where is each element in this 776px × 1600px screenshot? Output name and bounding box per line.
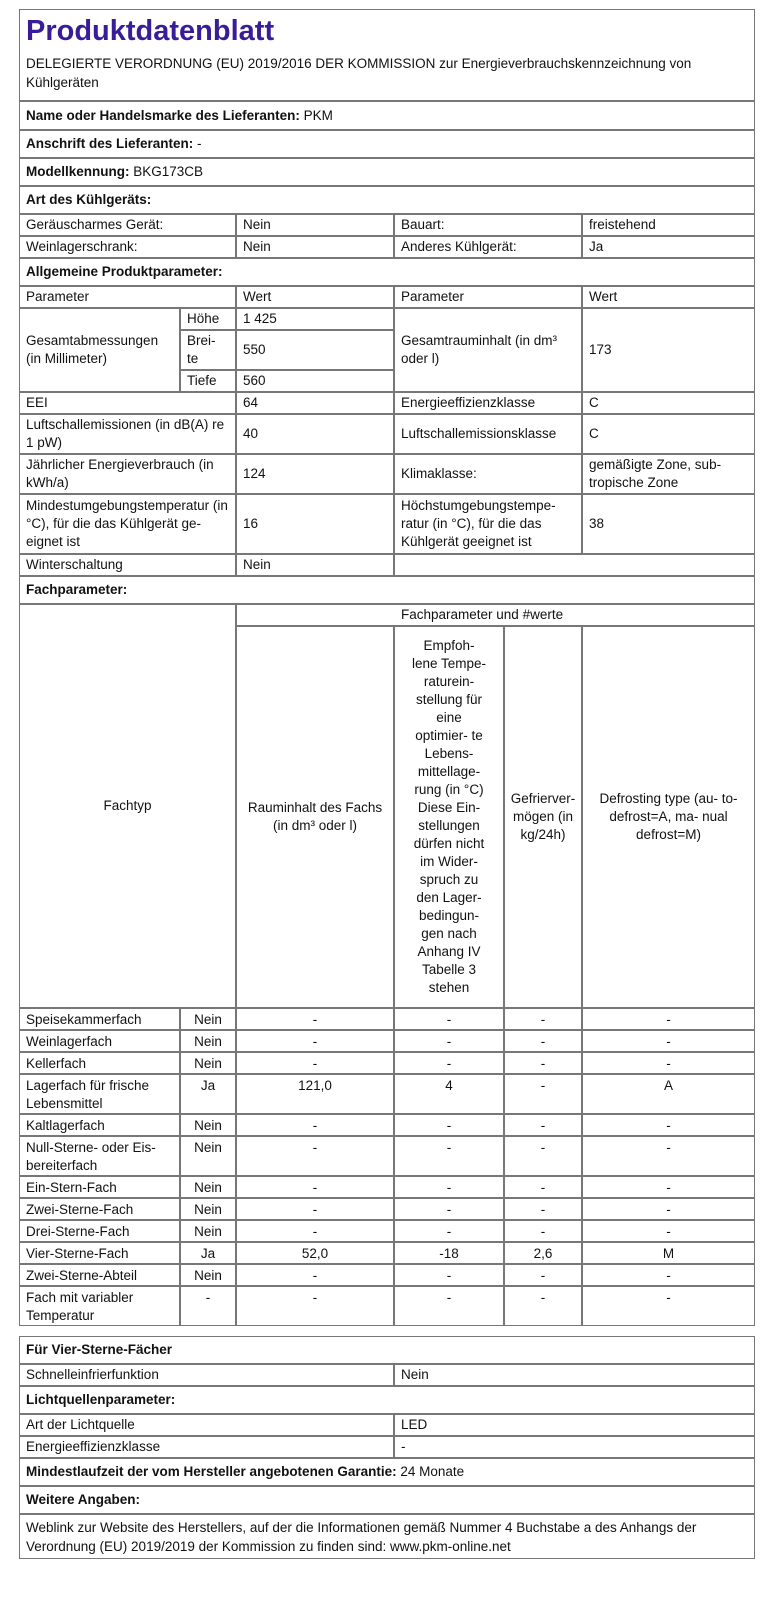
model-row-label: Modellkennung: — [26, 164, 130, 179]
quick-freeze-value — [394, 1364, 755, 1386]
general-header-param — [19, 286, 236, 308]
compartment-present-text: Nein — [194, 1140, 222, 1155]
compartment-volume — [236, 1136, 394, 1176]
compartment-temp-text: 4 — [445, 1078, 453, 1093]
compartment-type — [19, 1220, 180, 1242]
winter-label — [19, 554, 236, 576]
type-value-b-text: freistehend — [589, 217, 656, 232]
compartment-temp-text: - — [446, 1012, 452, 1027]
compartment-freeze-text: - — [540, 1078, 546, 1093]
compartment-type — [19, 1176, 180, 1198]
address-row — [19, 130, 755, 158]
compartment-freeze — [504, 1286, 582, 1326]
compartment-defrost-text: - — [666, 1180, 671, 1195]
col-group-header — [236, 604, 755, 626]
compartment-type-text: Weinlagerfach — [26, 1034, 113, 1049]
general-param-value — [582, 392, 755, 414]
compartment-type-text: Fach mit variabler Temperatur — [26, 1290, 134, 1323]
compartment-present-text: Nein — [194, 1224, 222, 1239]
warranty-row-value: 24 Monate — [400, 1464, 465, 1479]
general-param-label-text: Jährlicher Energieverbrauch (in kWh/a) — [26, 457, 214, 490]
compartment-volume-text: 52,0 — [301, 1246, 329, 1261]
col-defrost-header — [582, 626, 755, 1008]
compartment-freeze — [504, 1220, 582, 1242]
light-class-value — [394, 1436, 755, 1458]
general-param-value-text: 64 — [243, 395, 259, 410]
address-row-label: Anschrift des Lieferanten: — [26, 136, 194, 151]
compartment-type-text: Zwei-Sterne-Fach — [26, 1202, 134, 1217]
type-label-b — [394, 214, 582, 236]
compartment-temp-text: - — [446, 1268, 452, 1283]
compartment-freeze-text: 2,6 — [533, 1246, 553, 1261]
type-label-a-text: Geräuscharmes Gerät: — [26, 217, 164, 232]
compartment-type — [19, 1030, 180, 1052]
type-heading-text: Art des Kühlgeräts: — [26, 192, 152, 207]
compartment-present-text: Nein — [194, 1012, 222, 1027]
light-heading-text: Lichtquellenparameter: — [26, 1392, 176, 1407]
compartment-present — [180, 1030, 236, 1052]
general-param-label — [19, 454, 236, 494]
four-star-heading — [19, 1336, 755, 1364]
compartment-temp-text: - — [446, 1140, 452, 1155]
compartment-defrost-text: - — [666, 1140, 671, 1155]
compartment-present-text: - — [205, 1290, 211, 1305]
width-label — [180, 330, 236, 370]
general-param-value-text: 38 — [589, 516, 605, 531]
compartment-volume-text: - — [312, 1118, 318, 1133]
compartment-present — [180, 1074, 236, 1114]
compartment-temp — [394, 1114, 504, 1136]
compartment-defrost — [582, 1220, 755, 1242]
height-value — [236, 308, 394, 330]
general-param-label-text: Luftschallemissionen (in dB(A) re 1 pW) — [26, 417, 225, 450]
compartment-temp — [394, 1176, 504, 1198]
header-block — [19, 9, 755, 101]
compartment-defrost-text: - — [666, 1034, 671, 1049]
col-freeze-header — [504, 626, 582, 1008]
general-param-value-text: C — [589, 426, 599, 441]
compartment-temp — [394, 1264, 504, 1286]
model-row-value: BKG173CB — [133, 164, 204, 179]
regulation-text: DELEGIERTE VERORDNUNG (EU) 2019/2016 DER KOMMISSION zur Energieverbrauchskennzeichnung von Kühlgeräten — [26, 56, 692, 90]
general-param-label-text: Höchstumgebungstempe- ratur (in °C), für die das Kühlgerät geeignet ist — [401, 498, 556, 549]
compartment-defrost-text: - — [666, 1118, 671, 1133]
type-label-a-text: Weinlagerschrank: — [26, 239, 138, 254]
compartment-temp — [394, 1074, 504, 1114]
general-param-value-text: 40 — [243, 426, 259, 441]
compartment-type-text: Kaltlagerfach — [26, 1118, 105, 1133]
compartment-temp-text: - — [446, 1224, 452, 1239]
compartment-volume — [236, 1074, 394, 1114]
compartment-volume-text: 121,0 — [298, 1078, 332, 1093]
col-type-header-text: Fachtyp — [103, 798, 152, 813]
compartment-temp — [394, 1136, 504, 1176]
volume-label — [394, 308, 582, 392]
general-param-value — [582, 454, 755, 494]
compartment-type — [19, 1286, 180, 1326]
compartment-present — [180, 1220, 236, 1242]
compartment-defrost-text: - — [666, 1290, 671, 1305]
compartment-present — [180, 1114, 236, 1136]
compartment-freeze — [504, 1114, 582, 1136]
compartment-freeze-text: - — [540, 1290, 546, 1305]
type-value-b-text: Ja — [589, 239, 604, 254]
col-type-header — [19, 604, 236, 1008]
type-value-a-text: Nein — [243, 239, 271, 254]
compartment-volume-text: - — [312, 1012, 318, 1027]
compartment-type — [19, 1052, 180, 1074]
light-type-label-text: Art der Lichtquelle — [26, 1417, 135, 1432]
compartment-defrost-text: - — [666, 1056, 671, 1071]
volume-value-text: 173 — [589, 342, 612, 357]
general-param-value-text: C — [589, 395, 599, 410]
compartment-present — [180, 1264, 236, 1286]
page-title: Produktdatenblatt — [26, 15, 275, 47]
compartment-freeze — [504, 1136, 582, 1176]
volume-value — [582, 308, 755, 392]
compartment-type — [19, 1008, 180, 1030]
general-param-label — [394, 494, 582, 554]
light-type-label — [19, 1414, 394, 1436]
supplier-row-label: Name oder Handelsmarke des Lieferanten: — [26, 107, 300, 123]
width-label-text: Brei- te — [187, 333, 216, 366]
warranty-row — [19, 1458, 755, 1486]
height-label — [180, 308, 236, 330]
winter-value-text: Nein — [243, 557, 271, 572]
type-label-b-text: Bauart: — [401, 217, 445, 232]
compartment-present — [180, 1198, 236, 1220]
depth-value-text: 560 — [243, 373, 266, 388]
col-temp-header-text: Empfoh- lene Tempe- raturein- stellung für eine optimier- te Lebens- mittellage- rung (in °C) Diese Ein- stellungen dürfen nicht im Wider- spruch zu den Lager- bedingun- gen nach Anhang IV Tabelle 3 stehen — [411, 638, 487, 995]
warranty-row-label: Mindestlaufzeit der vom Hersteller angebotenen Garantie: — [26, 1464, 397, 1479]
general-param-label — [394, 414, 582, 454]
general-param-label-text: EEI — [26, 395, 48, 410]
compartment-type — [19, 1198, 180, 1220]
weblink-url[interactable]: www.pkm-online.net — [389, 1538, 511, 1554]
depth-label-text: Tiefe — [187, 373, 217, 388]
compartment-freeze-text: - — [540, 1268, 546, 1283]
compartment-volume — [236, 1286, 394, 1326]
general-header-param — [394, 286, 582, 308]
supplier-row-value: PKM — [303, 107, 333, 123]
compartment-present-text: Nein — [194, 1118, 222, 1133]
compartment-temp-text: - — [446, 1202, 452, 1217]
general-param-value-text: 124 — [243, 466, 266, 481]
col-volume-header-text: Rauminhalt des Fachs (in dm³ oder l) — [247, 800, 383, 833]
compartment-volume-text: - — [312, 1268, 318, 1283]
compartment-freeze-text: - — [540, 1224, 546, 1239]
compartment-type — [19, 1242, 180, 1264]
compartments-heading-text: Fachparameter: — [26, 582, 128, 597]
compartment-temp-text: - — [446, 1180, 452, 1195]
compartment-freeze — [504, 1052, 582, 1074]
compartment-freeze-text: - — [540, 1140, 546, 1155]
winter-empty — [394, 554, 755, 576]
compartment-freeze-text: - — [540, 1012, 546, 1027]
general-param-label — [19, 494, 236, 554]
compartment-defrost — [582, 1114, 755, 1136]
compartment-volume-text: - — [312, 1180, 318, 1195]
light-class-value-text: - — [401, 1439, 406, 1454]
type-label-b-text: Anderes Kühlgerät: — [401, 239, 517, 254]
compartment-present-text: Nein — [194, 1034, 222, 1049]
compartment-volume-text: - — [312, 1056, 318, 1071]
compartment-freeze — [504, 1176, 582, 1198]
general-param-label-text: Energieeffizienzklasse — [401, 395, 536, 410]
compartment-volume-text: - — [312, 1034, 318, 1049]
depth-label — [180, 370, 236, 392]
col-group-header-text: Fachparameter und #werte — [401, 607, 564, 622]
type-heading — [19, 186, 755, 214]
compartment-temp — [394, 1052, 504, 1074]
compartment-present — [180, 1052, 236, 1074]
compartment-temp — [394, 1242, 504, 1264]
general-param-label — [394, 392, 582, 414]
compartment-present — [180, 1242, 236, 1264]
compartment-defrost — [582, 1074, 755, 1114]
compartment-defrost — [582, 1286, 755, 1326]
type-label-a — [19, 214, 236, 236]
compartment-freeze — [504, 1074, 582, 1114]
type-value-b — [582, 236, 755, 258]
general-param-value — [236, 454, 394, 494]
compartment-volume-text: - — [312, 1290, 318, 1305]
compartment-freeze-text: - — [540, 1034, 546, 1049]
compartment-type-text: Lagerfach für frische Lebensmittel — [26, 1078, 150, 1111]
general-param-label — [19, 414, 236, 454]
compartment-volume — [236, 1030, 394, 1052]
type-value-a — [236, 214, 394, 236]
width-value-text: 550 — [243, 342, 266, 357]
compartment-defrost — [582, 1176, 755, 1198]
general-header-value — [236, 286, 394, 308]
compartment-freeze-text: - — [540, 1056, 546, 1071]
compartment-defrost-text: - — [666, 1224, 671, 1239]
type-value-a — [236, 236, 394, 258]
compartment-present — [180, 1286, 236, 1326]
compartment-type — [19, 1074, 180, 1114]
compartment-type — [19, 1264, 180, 1286]
general-header-param-text: Parameter — [26, 289, 90, 304]
compartment-defrost — [582, 1198, 755, 1220]
compartment-defrost-text: - — [666, 1012, 671, 1027]
compartments-heading — [19, 576, 755, 604]
general-param-value — [582, 494, 755, 554]
general-header-value-text: Wert — [589, 289, 618, 304]
compartment-type-text: Vier-Sterne-Fach — [26, 1246, 129, 1261]
compartment-volume-text: - — [312, 1140, 318, 1155]
volume-label-text: Gesamtrauminhalt (in dm³ oder l) — [401, 333, 558, 366]
general-param-value — [236, 414, 394, 454]
compartment-temp — [394, 1008, 504, 1030]
compartment-defrost-text: A — [663, 1078, 673, 1093]
compartment-present-text: Nein — [194, 1202, 222, 1217]
compartment-freeze — [504, 1008, 582, 1030]
compartment-volume-text: - — [312, 1224, 318, 1239]
depth-value — [236, 370, 394, 392]
compartment-present-text: Ja — [200, 1246, 216, 1261]
compartment-volume — [236, 1176, 394, 1198]
general-heading — [19, 258, 755, 286]
col-temp-header — [394, 626, 504, 1008]
compartment-volume — [236, 1008, 394, 1030]
light-class-label — [19, 1436, 394, 1458]
light-type-value-text: LED — [401, 1417, 428, 1432]
general-param-label-text: Mindestumgebungstemperatur (in °C), für die das Kühlgerät ge- eignet ist — [26, 498, 228, 549]
height-value-text: 1 425 — [243, 311, 277, 326]
compartment-temp — [394, 1030, 504, 1052]
more-heading-text: Weitere Angaben: — [26, 1492, 141, 1507]
more-heading — [19, 1486, 755, 1514]
compartment-present-text: Ja — [200, 1078, 216, 1093]
general-param-value-text: 16 — [243, 516, 259, 531]
compartment-volume — [236, 1242, 394, 1264]
compartment-temp-text: - — [446, 1118, 452, 1133]
compartment-freeze — [504, 1030, 582, 1052]
light-class-label-text: Energieeffizienzklasse — [26, 1439, 161, 1454]
compartment-freeze — [504, 1264, 582, 1286]
compartment-temp-text: - — [446, 1034, 452, 1049]
compartment-volume — [236, 1052, 394, 1074]
general-param-label — [394, 454, 582, 494]
winter-value — [236, 554, 394, 576]
general-param-value-text: gemäßigte Zone, sub- tropische Zone — [589, 457, 722, 490]
dimensions-label — [19, 308, 180, 392]
light-heading — [19, 1386, 755, 1414]
type-label-b — [394, 236, 582, 258]
compartment-volume — [236, 1198, 394, 1220]
compartment-type — [19, 1136, 180, 1176]
compartment-freeze — [504, 1242, 582, 1264]
weblink-text: Weblink zur Website des Herstellers, auf der die Informationen gemäß Nummer 4 Buchstabe a des Anhangs der Verordnung (EU) 2019/2019 der Kommission zu finden sind: — [26, 1519, 697, 1554]
compartment-type — [19, 1114, 180, 1136]
compartment-temp-text: -18 — [439, 1246, 459, 1261]
compartment-defrost-text: - — [666, 1202, 671, 1217]
compartment-present — [180, 1008, 236, 1030]
general-param-value — [582, 414, 755, 454]
dimensions-label-text: Gesamtabmessungen (in Millimeter) — [26, 333, 159, 366]
compartment-defrost — [582, 1008, 755, 1030]
address-row-value: - — [197, 136, 202, 151]
type-value-b — [582, 214, 755, 236]
compartment-present-text: Nein — [194, 1268, 222, 1283]
general-param-value — [236, 494, 394, 554]
compartment-volume — [236, 1114, 394, 1136]
compartment-present-text: Nein — [194, 1180, 222, 1195]
compartment-freeze-text: - — [540, 1180, 546, 1195]
general-param-label-text: Luftschallemissionsklasse — [401, 426, 557, 441]
compartment-type-text: Null-Sterne- oder Eis- bereiterfach — [26, 1140, 156, 1173]
general-param-label — [19, 392, 236, 414]
compartment-type-text: Drei-Sterne-Fach — [26, 1224, 130, 1239]
supplier-row — [19, 101, 755, 130]
compartment-type-text: Kellerfach — [26, 1056, 87, 1071]
general-header-param-text: Parameter — [401, 289, 465, 304]
general-header-value-text: Wert — [243, 289, 272, 304]
compartment-defrost — [582, 1242, 755, 1264]
four-star-heading-text: Für Vier-Sterne-Fächer — [26, 1342, 173, 1357]
compartment-present — [180, 1176, 236, 1198]
quick-freeze-value-text: Nein — [401, 1367, 429, 1382]
col-defrost-header-text: Defrosting type (au- to-defrost=A, ma- nual defrost=M) — [599, 791, 738, 842]
compartment-type-text: Zwei-Sterne-Abteil — [26, 1268, 138, 1283]
compartment-defrost — [582, 1052, 755, 1074]
compartment-temp — [394, 1198, 504, 1220]
general-param-label-text: Klimaklasse: — [401, 466, 477, 481]
product-data-sheet — [19, 9, 755, 1587]
weblink-block — [19, 1514, 755, 1559]
compartment-defrost-text: - — [666, 1268, 671, 1283]
quick-freeze-label — [19, 1364, 394, 1386]
compartment-present — [180, 1136, 236, 1176]
compartment-present-text: Nein — [194, 1056, 222, 1071]
compartment-temp-text: - — [446, 1290, 452, 1305]
col-volume-header — [236, 626, 394, 1008]
compartment-volume — [236, 1220, 394, 1242]
general-header-value — [582, 286, 755, 308]
quick-freeze-label-text: Schnelleinfrierfunktion — [26, 1367, 159, 1382]
compartment-defrost — [582, 1264, 755, 1286]
col-freeze-header-text: Gefrierver- mögen (in kg/24h) — [510, 791, 576, 842]
type-label-a — [19, 236, 236, 258]
light-type-value — [394, 1414, 755, 1436]
width-value — [236, 330, 394, 370]
compartment-type-text: Ein-Stern-Fach — [26, 1180, 117, 1195]
compartment-temp — [394, 1286, 504, 1326]
compartment-freeze-text: - — [540, 1118, 546, 1133]
compartment-defrost — [582, 1030, 755, 1052]
general-param-value — [236, 392, 394, 414]
model-row — [19, 158, 755, 186]
compartment-freeze-text: - — [540, 1202, 546, 1217]
compartment-type-text: Speisekammerfach — [26, 1012, 142, 1027]
compartment-temp-text: - — [446, 1056, 452, 1071]
type-value-a-text: Nein — [243, 217, 271, 232]
compartment-defrost-text: M — [662, 1246, 675, 1261]
general-heading-text: Allgemeine Produktparameter: — [26, 264, 223, 279]
height-label-text: Höhe — [187, 311, 220, 326]
compartment-freeze — [504, 1198, 582, 1220]
compartment-volume-text: - — [312, 1202, 318, 1217]
winter-label-text: Winterschaltung — [26, 557, 123, 572]
compartment-volume — [236, 1264, 394, 1286]
compartment-defrost — [582, 1136, 755, 1176]
compartment-temp — [394, 1220, 504, 1242]
